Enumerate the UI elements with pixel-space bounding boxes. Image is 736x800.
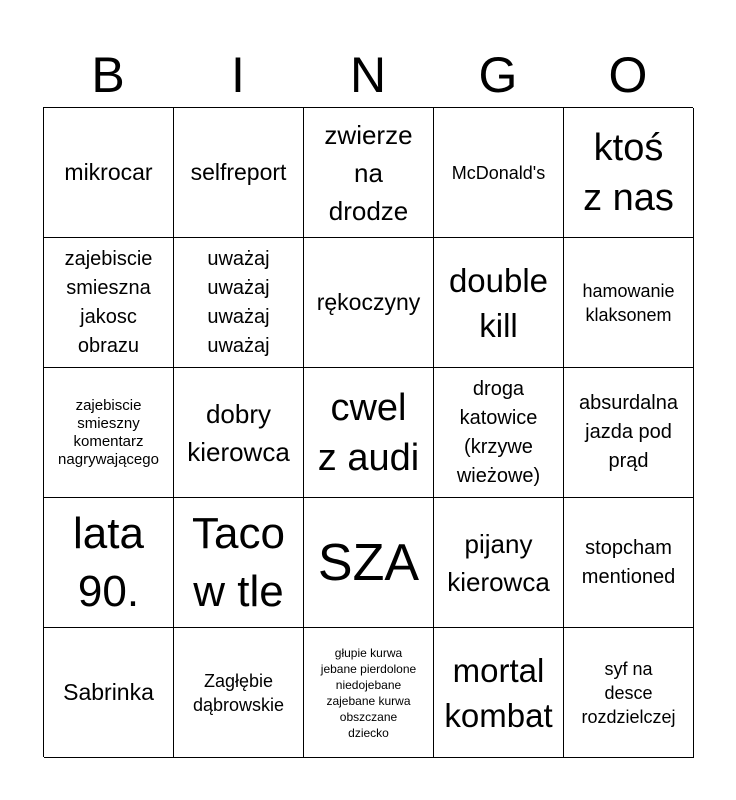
cell-text: syf na desce rozdzielczej <box>581 658 676 727</box>
cell-text: dobry kierowca <box>187 398 290 467</box>
bingo-cell-r1-c2[interactable] <box>174 108 304 238</box>
bingo-cell-r1-c4[interactable] <box>434 108 564 238</box>
header-letter-o: O <box>608 47 648 103</box>
cell-text: uważaj uważaj uważaj uważaj <box>207 247 270 357</box>
cell-text: mikrocar <box>64 159 153 185</box>
bingo-cell-r2-c2[interactable] <box>174 238 304 368</box>
bingo-cell-r2-c1[interactable] <box>44 238 174 368</box>
cell-text: ktoś z nas <box>583 126 674 219</box>
bingo-cell-r5-c4[interactable] <box>434 628 564 758</box>
header-letter-n: N <box>349 47 387 103</box>
cell-text: McDonald's <box>451 162 546 183</box>
cell-text: droga katowice (krzywe wieżowe) <box>456 377 541 487</box>
bingo-cell-r2-c4[interactable] <box>434 238 564 368</box>
cell-text: cwel z audi <box>317 386 420 479</box>
bingo-cell-r1-c5[interactable] <box>564 108 694 238</box>
bingo-cell-r4-c4[interactable] <box>434 498 564 628</box>
bingo-cell-r5-c5[interactable] <box>564 628 694 758</box>
bingo-cell-r3-c1[interactable] <box>44 368 174 498</box>
cell-text: lata 90. <box>73 508 144 616</box>
bingo-cell-r3-c4[interactable] <box>434 368 564 498</box>
cell-text: Taco w tle <box>192 508 285 616</box>
bingo-cell-r5-c1[interactable] <box>44 628 174 758</box>
bingo-cell-r3-c5[interactable] <box>564 368 694 498</box>
cell-text: pijany kierowca <box>447 528 550 597</box>
cell-text: zajebiscie smieszny komentarz nagrywającego <box>58 396 159 468</box>
cell-text: zwierze na drodze <box>324 119 413 226</box>
cell-text: stopcham mentioned <box>581 536 676 588</box>
bingo-cell-r4-c2[interactable] <box>174 498 304 628</box>
bingo-cell-r3-c2[interactable] <box>174 368 304 498</box>
cell-text: głupie kurwa jebane pierdolone niedojebane zajebane kurwa obszczane dziecko <box>320 645 417 740</box>
cell-text: rękoczyny <box>316 289 421 315</box>
cell-text: SZA <box>317 533 420 592</box>
header-letter-g: G <box>478 47 518 103</box>
cell-text: absurdalna jazda pod prąd <box>579 392 678 472</box>
bingo-board <box>43 107 693 757</box>
cell-text: zajebiscie smieszna jakosc obrazu <box>64 247 153 357</box>
cell-text: Sabrinka <box>63 679 154 705</box>
bingo-cell-r4-c3[interactable] <box>304 498 434 628</box>
cell-text: selfreport <box>190 159 287 185</box>
bingo-cell-r5-c3[interactable] <box>304 628 434 758</box>
bingo-cell-r1-c3[interactable] <box>304 108 434 238</box>
cell-text: double kill <box>448 261 549 344</box>
bingo-cell-r4-c1[interactable] <box>44 498 174 628</box>
cell-text: mortal kombat <box>444 651 553 734</box>
bingo-cell-r2-c3[interactable] <box>304 238 434 368</box>
bingo-cell-r1-c1[interactable] <box>44 108 174 238</box>
bingo-header <box>43 44 693 106</box>
cell-text: hamowanie klaksonem <box>582 280 675 325</box>
header-letter-i: I <box>231 47 245 103</box>
bingo-cell-r2-c5[interactable] <box>564 238 694 368</box>
cell-text: Zagłębie dąbrowskie <box>192 670 285 715</box>
bingo-cell-r5-c2[interactable] <box>174 628 304 758</box>
bingo-cell-r4-c5[interactable] <box>564 498 694 628</box>
header-letter-b: B <box>91 47 125 103</box>
bingo-cell-r3-c3[interactable] <box>304 368 434 498</box>
